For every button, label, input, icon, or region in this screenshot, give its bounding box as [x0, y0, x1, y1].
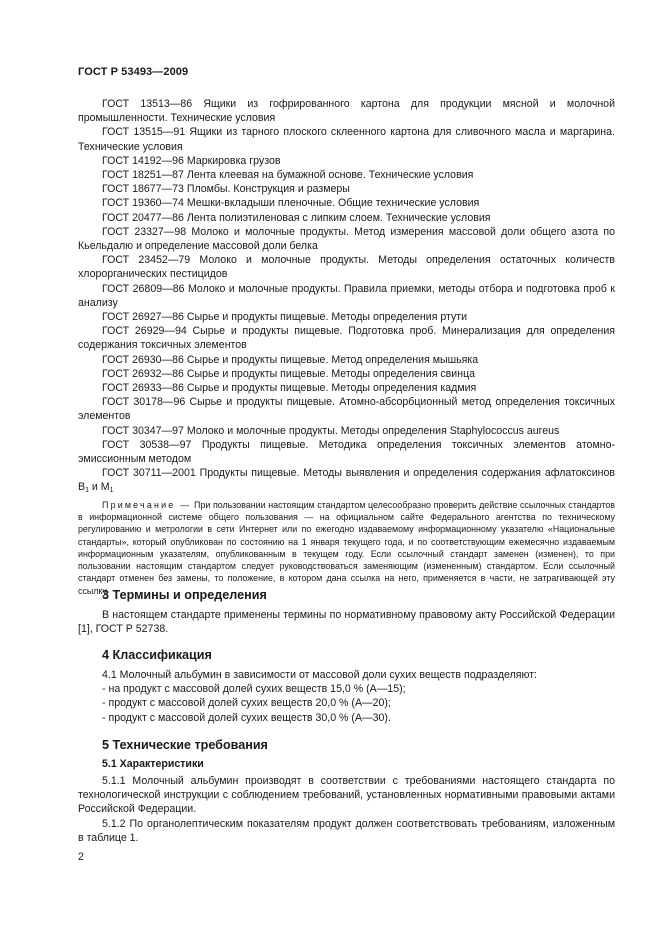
reference-text-and: и М: [88, 481, 110, 494]
page-number: 2: [78, 851, 84, 863]
classification-item: - продукт с массовой долей сухих веществ 30,0 % (А—30).: [102, 711, 391, 724]
section-5-1-1-text: 5.1.1 Молочный альбумин производят в соответствии с требованиями настоящего стандарта по технологической инструкции с соблюдением требований, установленных нормативными правовыми актами Российской Федерации.: [78, 775, 615, 816]
section-4: [78, 648, 615, 725]
reference-item: ГОСТ 13513—86 Ящики из гофрированного картона для продукции мясной и молочной промышленности. Технические условия: [78, 98, 615, 125]
reference-item: ГОСТ 14192—96 Маркировка грузов: [102, 154, 281, 167]
section-5-1-title: 5.1 Характеристики: [102, 758, 204, 770]
section-3: [78, 588, 615, 636]
reference-item: ГОСТ 26932—86 Сырье и продукты пищевые. Методы определения свинца: [102, 367, 476, 380]
reference-item: ГОСТ 18677—73 Пломбы. Конструкция и размеры: [102, 183, 350, 196]
reference-item: ГОСТ 26929—94 Сырье и продукты пищевые. Подготовка проб. Минерализация для определения содержания токсичных элементов: [78, 325, 615, 352]
reference-item: ГОСТ 13515—91 Ящики из тарного плоского склеенного картона для сливочного масла и маргарина. Технические условия: [78, 126, 615, 153]
subscript: 1: [109, 487, 114, 495]
section-3-text: В настоящем стандарте применены термины по нормативному правовому акту Российской Федерации [1], ГОСТ Р 52738.: [78, 609, 615, 636]
section-4-text: 4.1 Молочный альбумин в зависимости от массовой доли сухих веществ подразделяют:: [102, 669, 537, 681]
section-5-1-2-text: 5.1.2 По органолептическим показателям продукт должен соответствовать требованиям, изложенным в таблице 1.: [78, 817, 615, 844]
reference-item: ГОСТ 23327—98 Молоко и молочные продукты. Метод измерения массовой доли общего азота по Кьельдалю и определение массовой доли белка: [78, 225, 615, 253]
reference-item-aflatoxins: [78, 466, 615, 494]
reference-item: ГОСТ 18251—87 Лента клеевая на бумажной основе. Технические условия: [102, 169, 474, 182]
reference-item: ГОСТ 26927—86 Сырье и продукты пищевые. Методы определения ртути: [102, 311, 468, 324]
reference-item: ГОСТ 30178—96 Сырье и продукты пищевые. Атомно-абсорбционный метод определения токсичных элементов: [78, 396, 615, 423]
subscript: 1: [85, 487, 89, 495]
reference-item: ГОСТ 30347—97 Молоко и молочные продукты. Методы определения Staphylococcus aureus: [102, 424, 560, 437]
note-label: Примечание —: [102, 499, 192, 510]
section-4-title: 4 Классификация: [102, 648, 212, 662]
section-5: [78, 738, 615, 845]
section-5-title: 5 Технические требования: [102, 738, 268, 752]
normative-references-list: [78, 97, 615, 597]
reference-item: ГОСТ 26933—86 Сырье и продукты пищевые. Методы определения кадмия: [102, 382, 477, 395]
reference-item: ГОСТ 20477—86 Лента полиэтиленовая с липким слоем. Технические условия: [102, 211, 491, 224]
reference-item: ГОСТ 26930—86 Сырье и продукты пищевые. Метод определения мышьяка: [102, 353, 479, 366]
section-3-title: 3 Термины и определения: [102, 588, 267, 602]
classification-item: - на продукт с массовой долей сухих веществ 15,0 % (А—15);: [102, 683, 406, 696]
classification-item: - продукт с массовой долей сухих веществ 20,0 % (А—20);: [102, 697, 391, 710]
reference-item: ГОСТ 23452—79 Молоко и молочные продукты. Методы определения остаточных количеств хлорорганических пестицидов: [78, 254, 615, 281]
note-paragraph: [78, 499, 615, 597]
reference-item: ГОСТ 19360—74 Мешки-вкладыши пленочные. Общие технические условия: [102, 197, 480, 210]
note-text: При пользовании настоящим стандартом целесообразно проверить действие ссылочных стандартов в информационной системе общего пользования — на официальном сайте Федерального агентства по техническому регулированию и метрологии в сети Интернет или по ежегодно издаваемому информационному указателю «Национальные стандарты», который опубликован по состоянию на 1 января текущего года, и по соответствующим ежемесячно издаваемым информационным указателям, опубликованным в текущем году. Если ссылочный стандарт заменен (изменен), то при пользовании настоящим стандартом следует руководствоваться заменяющим (измененным) стандартом. Если ссылочный стандарт отменен без замены, то положение, в котором дана ссылка на него, применяется в части, не затрагивающей эту ссылку.: [78, 499, 615, 596]
reference-item: ГОСТ 30538—97 Продукты пищевые. Методика определения токсичных элементов атомно-эмиссионным методом: [78, 438, 615, 466]
reference-text: ГОСТ 30711—2001 Продукты пищевые. Методы выявления и определения содержания афлатоксинов В: [78, 467, 615, 494]
reference-item: ГОСТ 26809—86 Молоко и молочные продукты. Правила приемки, методы отбора и подготовка проб к анализу: [78, 282, 615, 309]
document-header-code: ГОСТ Р 53493—2009: [78, 66, 189, 78]
